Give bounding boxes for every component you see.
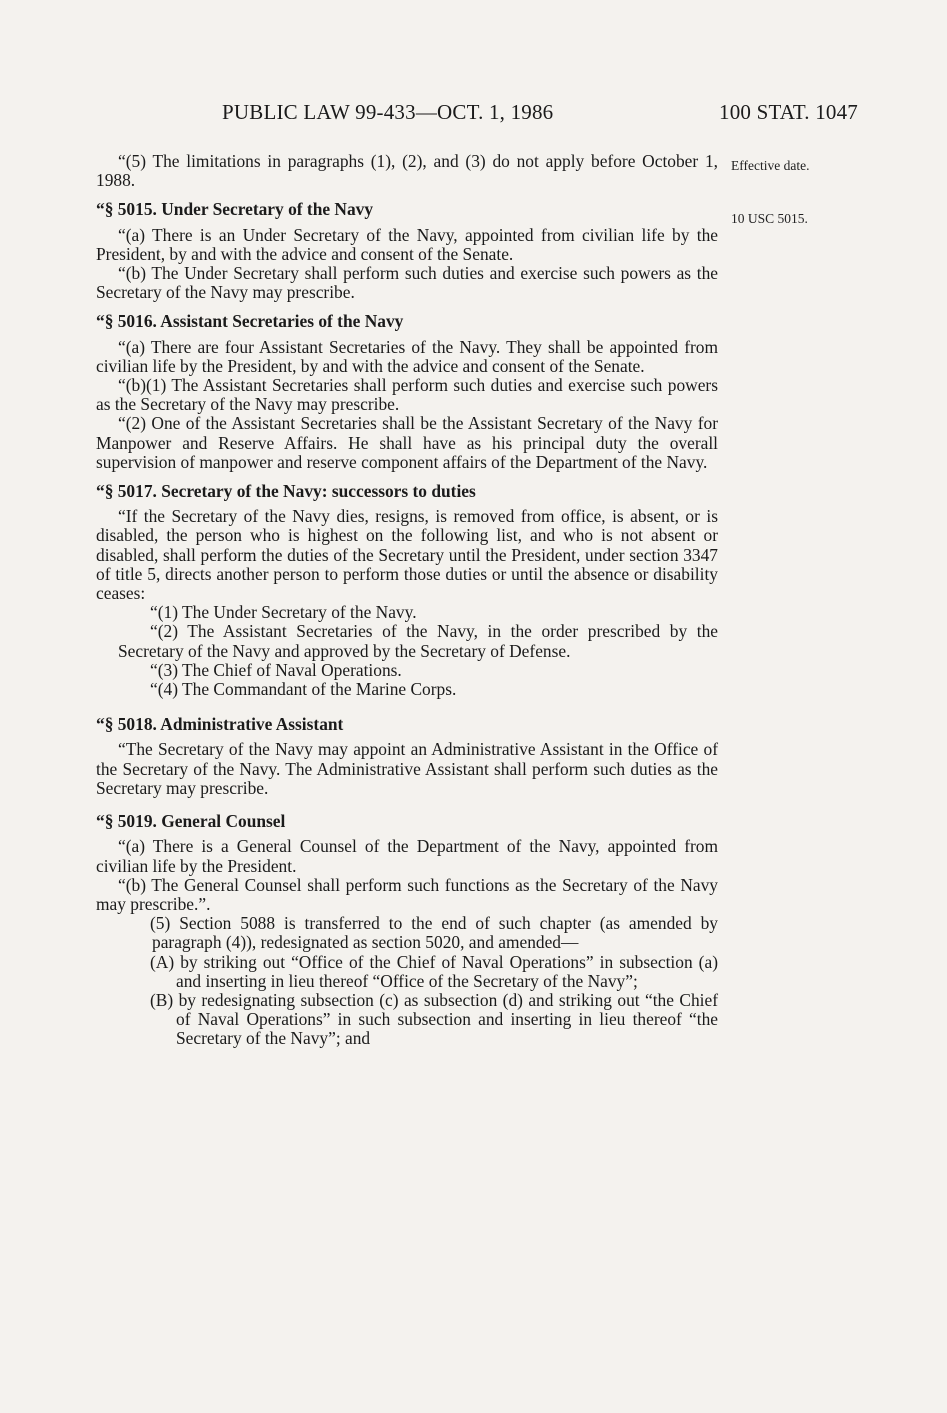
list-item-1: “(1) The Under Secretary of the Navy.	[150, 602, 417, 623]
amendment-5-B: (B) by redesignating subsection (c) as subsection (d) and striking out “the Chief of Naval Operations” in such subsection and inserting in lieu thereof “the Secretary of the Navy”; and	[150, 989, 718, 1049]
header-law-title: PUBLIC LAW 99-433—OCT. 1, 1986	[222, 100, 554, 124]
paragraph-5018: “The Secretary of the Navy may appoint an Administrative Assistant in the Office of the Secretary of the Navy. The Administrative Assistant shall perform such duties as the Secretary may prescribe.	[96, 739, 718, 798]
section-heading-5015: “§ 5015. Under Secretary of the Navy	[96, 199, 374, 220]
body-text	[96, 152, 718, 1049]
paragraph-5-limitations: “(5) The limitations in paragraphs (1), (2), and (3) do not apply before October 1, 1988.	[96, 151, 718, 191]
list-item-2: “(2) The Assistant Secretaries of the Navy, in the order prescribed by the Secretary of the Navy and approved by the Secretary of Defense.	[118, 621, 718, 661]
section-heading-5018: “§ 5018. Administrative Assistant	[96, 714, 344, 735]
section-heading-5017: “§ 5017. Secretary of the Navy: successors to duties	[96, 481, 476, 502]
amendment-5-A: (A) by striking out “Office of the Chief of Naval Operations” in subsection (a) and inserting in lieu thereof “Office of the Secretary of the Navy”;	[150, 951, 718, 991]
paragraph-5019-a: “(a) There is a General Counsel of the Department of the Navy, appointed from civilian life by the President.	[96, 836, 718, 876]
paragraph-5015-a: “(a) There is an Under Secretary of the Navy, appointed from civilian life by the President, by and with the advice and consent of the Senate.	[96, 224, 718, 264]
header-stat-page: 100 STAT. 1047	[719, 100, 858, 124]
margin-note-effective-date: Effective date.	[731, 158, 810, 173]
list-item-4: “(4) The Commandant of the Marine Corps.	[150, 679, 457, 700]
paragraph-5016-b1: “(b)(1) The Assistant Secretaries shall perform such duties and exercise such powers as the Secretary of the Navy may prescribe.	[96, 375, 718, 415]
margin-note-usc-5015: 10 USC 5015.	[731, 211, 808, 226]
paragraph-5017: “If the Secretary of the Navy dies, resigns, is removed from office, is absent, or is disabled, the person who is highest on the following list, and who is not absent or disabled, shall perform the duties of the Secretary until the President, under section 3347 of title 5, directs another person to perform those duties or until the absence or disability ceases:	[96, 506, 718, 604]
list-item-3: “(3) The Chief of Naval Operations.	[150, 659, 402, 680]
paragraph-5015-b: “(b) The Under Secretary shall perform such duties and exercise such powers as the Secretary of the Navy may prescribe.	[96, 263, 718, 303]
paragraph-5019-b: “(b) The General Counsel shall perform such functions as the Secretary of the Navy may prescribe.”.	[96, 874, 718, 914]
paragraph-5016-b2: “(2) One of the Assistant Secretaries shall be the Assistant Secretary of the Navy for Manpower and Reserve Affairs. He shall have as his principal duty the overall supervision of manpower and reserve component affairs of the Department of the Navy.	[96, 413, 718, 472]
paragraph-5016-a: “(a) There are four Assistant Secretaries of the Navy. They shall be appointed from civilian life by the President, by and with the advice and consent of the Senate.	[96, 336, 718, 376]
amendment-5: (5) Section 5088 is transferred to the end of such chapter (as amended by paragraph (4)), redesignated as section 5020, and amended—	[150, 913, 718, 953]
section-heading-5016: “§ 5016. Assistant Secretaries of the Navy	[96, 311, 404, 332]
section-heading-5019: “§ 5019. General Counsel	[96, 811, 286, 832]
page-header	[222, 100, 858, 130]
